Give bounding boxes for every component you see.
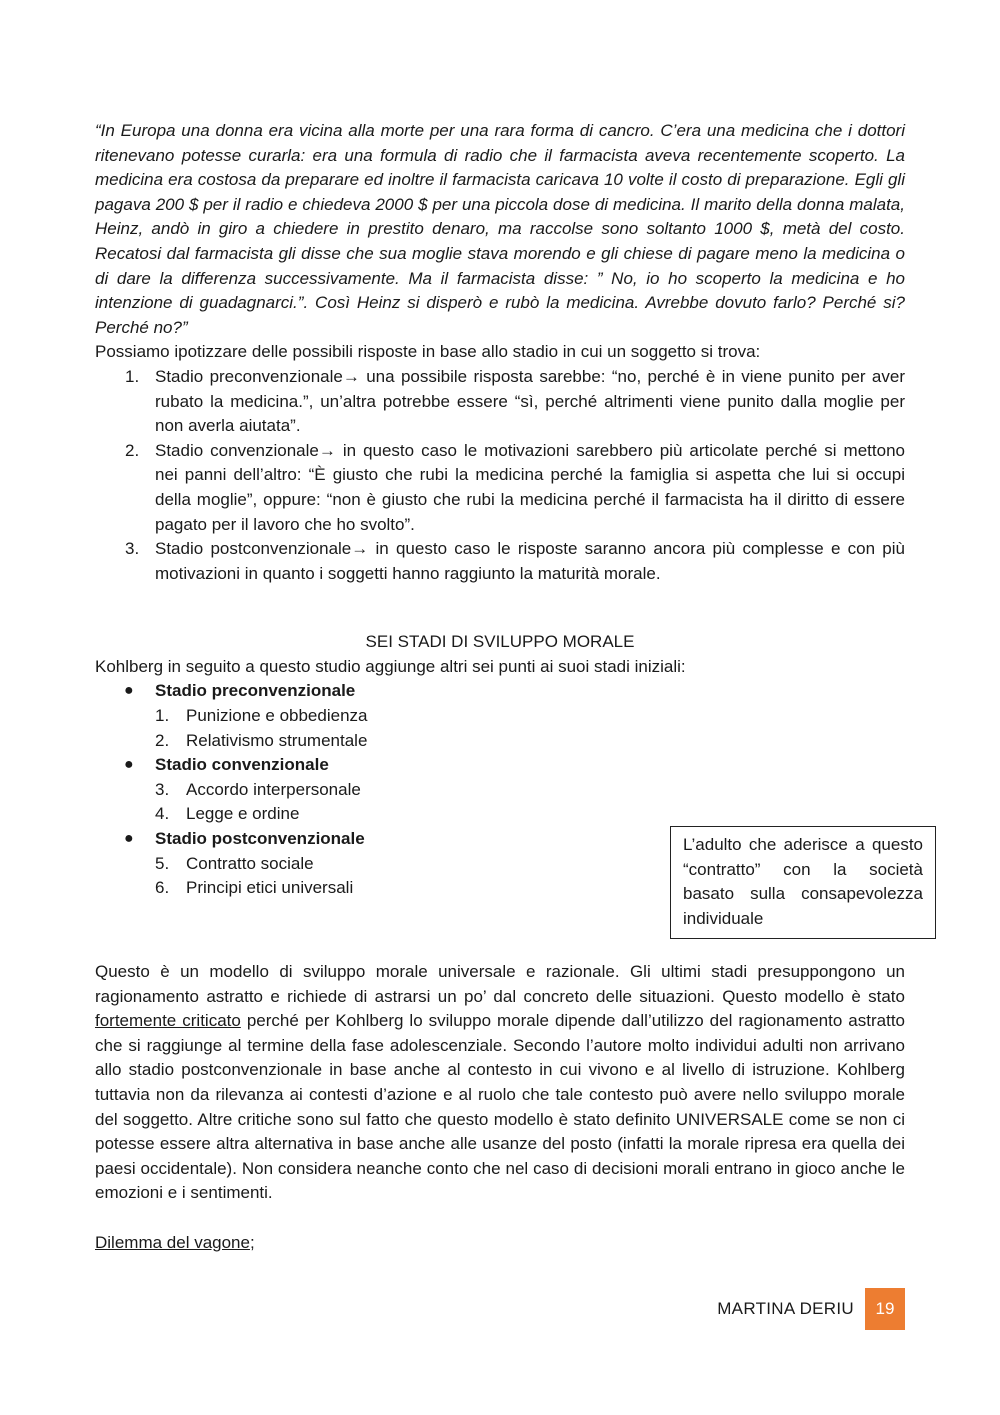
list-number: 3. [125, 539, 140, 559]
sub-list [155, 778, 905, 827]
footer-author: MARTINA DERIU [717, 1299, 854, 1318]
list-label: Contratto sociale [186, 853, 314, 873]
list-item [155, 802, 905, 827]
response-text: una possibile risposta sarebbe: “no, perché è in viene punito per aver rubato la medicina.”, un’altra potrebbe essere “sì, perché altrimenti viene punito dalla moglie per non averla aiutata”. [155, 366, 906, 436]
list-number: 6. [155, 878, 170, 898]
stage-name: Stadio postconvenzionale [155, 829, 365, 849]
sub-list [155, 704, 905, 753]
stage-label: Stadio convenzionale [155, 440, 319, 460]
list-number: 4. [155, 804, 170, 824]
responses-list [95, 365, 905, 586]
stage-group [95, 753, 905, 827]
paragraph-text: perché per Kohlberg lo sviluppo morale dipende dall’utilizzo del ragionamento astratto che si raggiunge al termine della fase adolescenziale. Secondo l’autore molto individui adulti non arrivano allo stadio postconvenzionale in base anche al contesto in cui vivono e al livello di istruzione. Kohlberg tuttavia non da rilevanza ai contesti d’azione e al ruolo che tale contesto può avere nello sviluppo morale del soggetto. Altre critiche sono sul fatto che questo modello è stato definito UNIVERSALE come se non ci potesse essere altra alternativa in base anche alle usanze del posto (infatti la morale ripresa era quella dei paesi occidentale). Non considera neanche conto che nel caso di decisioni morali entrano in gioco anche le emozioni e i sentimenti. [95, 1011, 906, 1203]
dilemma-heading [95, 1231, 255, 1256]
arrow-icon: → [318, 440, 336, 460]
list-label: Legge e ordine [186, 804, 300, 824]
page-number-badge: 19 [865, 1288, 905, 1330]
response-text: in questo caso le motivazioni sarebbero più articolate perché si mettono nei panni dell’altro: “È giusto che rubi la medicina perché la famiglia si aspetta che lui si occupi della moglie”, oppure: “non è giusto che rubi la medicina perché il farmacista ha il diritto di essere pagato per il lavoro che ho svolto”. [155, 440, 905, 534]
bullet-icon: ● [124, 756, 134, 774]
list-number: 2. [125, 440, 140, 460]
stage-name: Stadio preconvenzionale [155, 681, 356, 701]
list-label: Punizione e obbedienza [186, 706, 368, 726]
heinz-dilemma-quote: “In Europa una donna era vicina alla morte per una rara forma di cancro. C’era una medicina che i dottori ritenevano potesse curarla: era una formula di radio che il farmacista aveva recentemente scoperto. La medicina era costosa da preparare ed inoltre il farmacista caricava 10 volte il costo di preparazione. Egli gli pagava 200 $ per il radio e chiedeva 2000 $ per una piccola dose di medicina. Il marito della donna malata, Heinz, andò in giro a chiedere in prestito denaro, ma raccolse sono soltanto 1000 $, metà del costo. Recatosi dal farmacista gli disse che sua moglie stava morendo e gli chiese di pagare meno la medicina o di dare la differenza successivamente. Ma il farmacista disse: ” No, io ho scoperto la medicina e ho intenzione di guadagnarci.”. Così Heinz si disperò e rubò la medicina. Avrebbe dovuto farlo? Perché si? Perché no?” [95, 121, 905, 337]
list-item [155, 704, 905, 729]
list-item [155, 778, 905, 803]
section-title: SEI STADI DI SVILUPPO MORALE [365, 632, 635, 652]
arrow-icon: → [342, 366, 360, 386]
arrow-icon: → [351, 539, 369, 559]
list-number: 5. [155, 853, 170, 873]
list-label: Accordo interpersonale [186, 779, 361, 799]
list-number: 3. [155, 779, 170, 799]
critique-paragraph [95, 960, 905, 1206]
list-number: 1. [155, 706, 170, 726]
list-number: 2. [155, 730, 170, 750]
underlined-text: fortemente criticato [95, 1011, 241, 1031]
list-item [155, 729, 905, 754]
dilemma-label: Dilemma del vagone [95, 1233, 250, 1252]
main-text [95, 119, 905, 901]
list-item [95, 365, 905, 439]
stage-label: Stadio postconvenzionale [155, 539, 352, 559]
responses-intro: Possiamo ipotizzare delle possibili risposte in base allo stadio in cui un soggetto si trova: [95, 342, 761, 362]
bullet-icon: ● [124, 682, 134, 700]
response-text: in questo caso le risposte saranno ancora più complesse e con più motivazioni in quanto i soggetti hanno raggiunto la maturità morale. [155, 539, 905, 583]
note-box: L’adulto che aderisce a questo “contratto” con la società basato sulla consapevolezza individuale [670, 826, 936, 939]
list-item [95, 537, 905, 586]
list-label: Relativismo strumentale [186, 730, 368, 750]
stage-label: Stadio preconvenzionale [155, 366, 343, 386]
dilemma-suffix: ; [249, 1233, 255, 1252]
list-number: 1. [125, 366, 140, 386]
bullet-icon: ● [124, 830, 134, 848]
section-intro: Kohlberg in seguito a questo studio aggiunge altri sei punti ai suoi stadi iniziali: [95, 656, 686, 676]
stage-group [95, 679, 905, 753]
paragraph-text: Questo è un modello di sviluppo morale universale e razionale. Gli ultimi stadi presuppongono un ragionamento astratto e richiede di astrarsi un po’ dal concreto delle situazioni. Questo modello è stato [95, 962, 905, 1006]
list-item [95, 439, 905, 537]
list-label: Principi etici universali [186, 878, 354, 898]
stage-name: Stadio convenzionale [155, 755, 329, 775]
